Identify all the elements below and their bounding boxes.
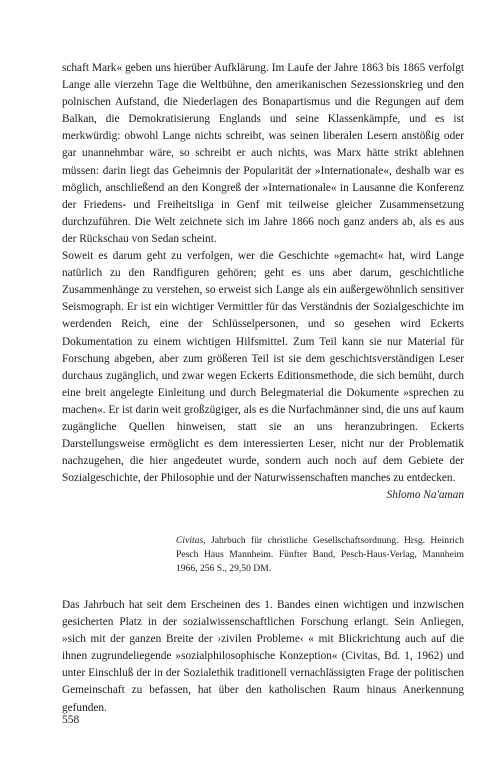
review-paragraph-1: schaft Mark« geben uns hierüber Aufklärung. Im Laufe der Jahre 1863 bis 1865 verfolgt Lange alle vierzehn Tage die Weltbühne, den amerikanischen Sezessionskrieg und den polnischen Aufstand, die Niederlagen des Bonapartismus und die Regungen auf dem Balkan, die Demokratisierung Englands und seine Klassenkämpfe, und es ist merkwürdig: obwohl Lange nichts schreibt, was seinen liberalen Lesern anstößig oder gar unannehmbar wäre, so schreibt er auch nichts, was Marx hätte strikt ablehnen müssen: darin liegt das Geheimnis der Popularität der »Internationale«, deshalb war es möglich, anschließend an den Kongreß der »Internationale« in Lausanne die Konferenz der Friedens- und Freiheitsliga in Genf mit teilweise gleicher Zusammensetzung durchzuführen. Die Welt zeichnete sich im Jahre 1866 noch ganz anders ab, als es aus der Rückschau von Sedan scheint.: [62, 62, 464, 245]
review-body-1: [62, 60, 464, 504]
review-2-paragraph-1: Das Jahrbuch hat seit dem Erscheinen des 1. Bandes einen wichtigen und inzwischen gesicherten Platz in der sozialwissenschaftlichen Forschung erlangt. Sein Anliegen, »sich mit der ganzen Breite der ›zivilen Probleme‹ « mit Blickrichtung auch auf die ihnen zugrundeliegende »sozialphilosophische Konzeption« (Civitas, Bd. 1, 1962) und unter Einschluß der in der Sozialethik traditionell vernachlässigten Frage der politischen Gemeinschaft zu befassen, hat über den katholischen Raum hinaus Anerkennung gefunden.: [62, 599, 464, 714]
review-body-2: [62, 597, 464, 717]
review-author-signature: Shlomo Na'aman: [386, 489, 464, 502]
book-citation-details: Jahrbuch für christliche Gesellschaftsordnung. Hrsg. Heinrich Pesch Haus Mannheim. Fünfter Band, Pesch-Haus-Verlag, Mannheim 1966, 256 S., 29,50 DM.: [176, 535, 464, 574]
review-paragraph-2: Soweit es darum geht zu verfolgen, wer die Geschichte »gemacht« hat, wird Lange natürlich zu den Randfiguren gehören; geht es uns aber darum, geschichtliche Zusammenhänge zu verstehen, so erweist sich Lange als ein außergewöhnlich sensitiver Seismograph. Er ist ein wichtiger Vermittler für das Verständnis der Sozialgeschichte im werdenden Reich, eine der Schlüsselpersonen, und so gesehen wird Eckerts Dokumentation zu einem wichtigen Hilfsmittel. Zum Teil kann sie nur Material für Forschung abgeben, aber zum größeren Teil ist sie dem geschichtsverständigen Leser durchaus zugänglich, und zwar wegen Eckerts Editionsmethode, die sich bemüht, durch eine breit angelegte Einleitung und durch Belegmaterial die Dokumente »sprechen zu machen«. Er ist darin weit großzügiger, als es die Nurfachmänner sind, die uns auf kaum zugängliche Quellen hinweisen, statt sie an uns heranzubringen. Eckerts Darstellungsweise ermöglicht es dem interessierten Leser, nicht nur der Problematik nachzugehen, die hier angedeutet wurde, sondern auch noch auf dem Gebiete der Sozialgeschichte, der Philosophie und der Naturwissenschaften manches zu entdecken.: [62, 250, 464, 485]
book-title: Civitas,: [176, 535, 206, 546]
page-number: 558: [62, 714, 80, 726]
book-citation-heading: [176, 534, 464, 576]
